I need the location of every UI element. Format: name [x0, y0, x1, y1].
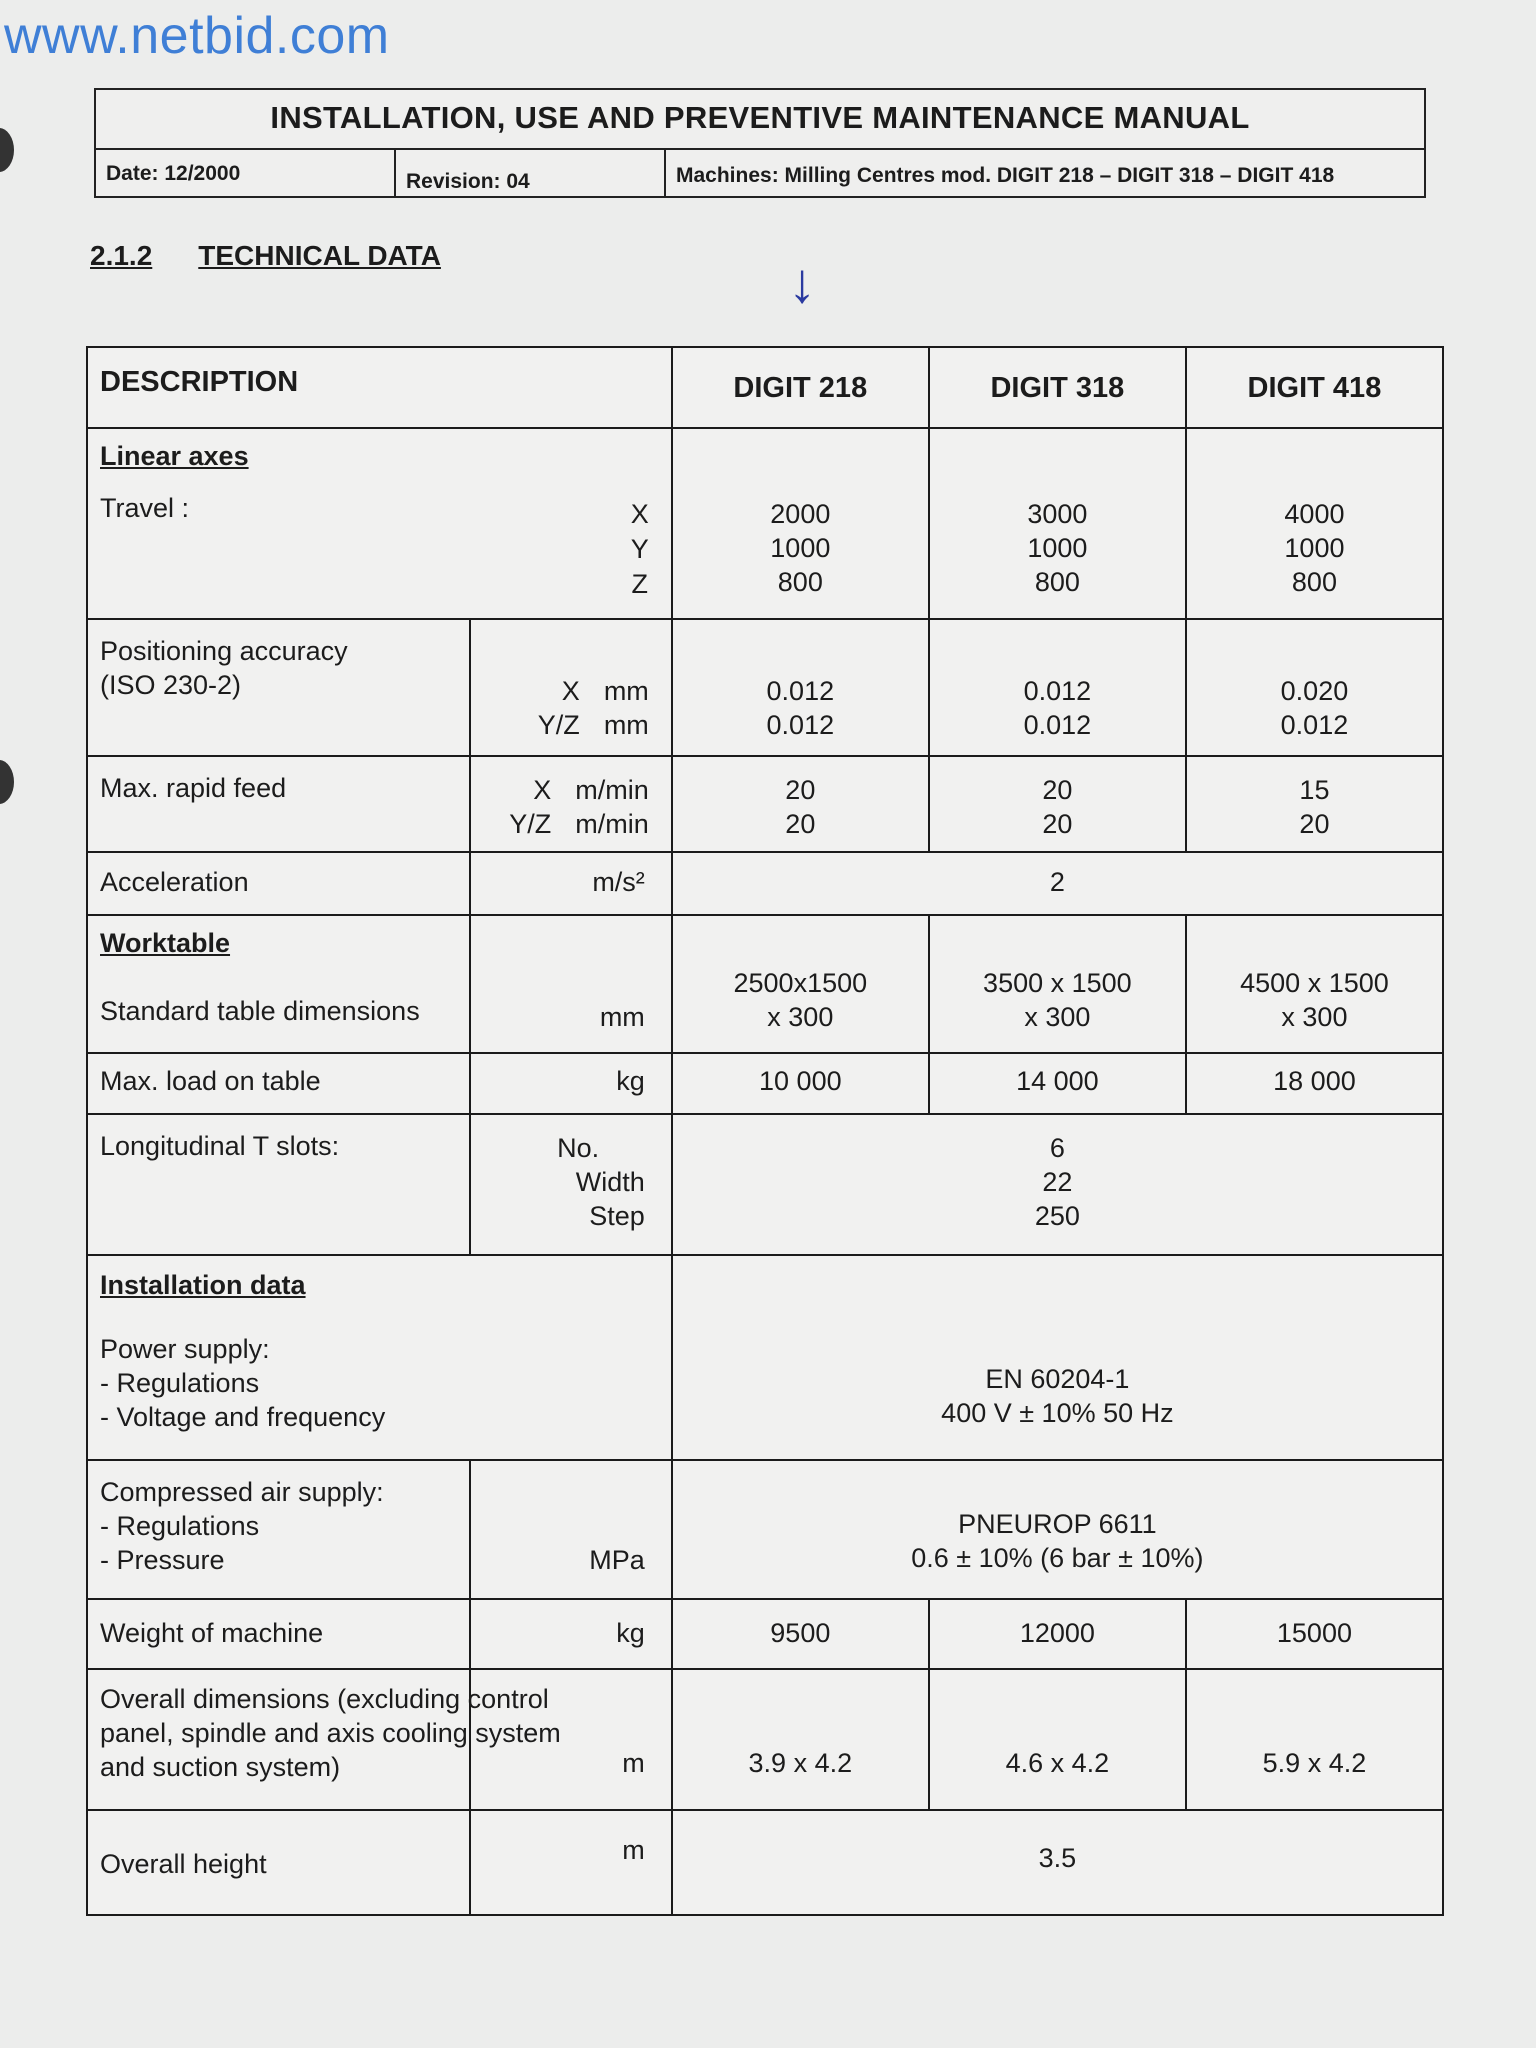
max-load-label-cell: Max. load on table	[87, 1053, 470, 1113]
overall-height-value: 3.5	[672, 1810, 1443, 1915]
positioning-units-cell: X mm Y/Z mm	[470, 619, 671, 756]
table-row-max-load	[87, 1053, 1443, 1113]
header-revision: Revision: 04	[396, 150, 666, 196]
overall-height-label-cell: Overall height	[87, 1810, 470, 1915]
weight-label-cell: Weight of machine	[87, 1599, 470, 1669]
std-table-unit-cell: mm	[470, 915, 671, 1054]
max-load-value-318: 14 000	[929, 1053, 1186, 1113]
weight-unit-cell: kg	[470, 1599, 671, 1669]
power-label-cell: Installation data Power supply: - Regulations - Voltage and frequency	[87, 1255, 672, 1460]
table-row-compressed-air	[87, 1460, 1443, 1599]
section-heading	[90, 240, 441, 272]
weight-value-418: 15000	[1186, 1599, 1443, 1669]
t-slots-units-cell: No. Width Step	[470, 1114, 671, 1255]
positioning-values-218: 0.012 0.012	[672, 619, 929, 756]
std-table-values-318: 3500 x 1500 x 300	[929, 915, 1186, 1054]
header-machines: Machines: Milling Centres mod. DIGIT 218 – DIGIT 318 – DIGIT 418	[676, 164, 1335, 187]
section-title: TECHNICAL DATA	[198, 240, 441, 271]
model-header: DIGIT 418	[1186, 347, 1443, 428]
weight-value-218: 9500	[672, 1599, 929, 1669]
overall-dims-label-cell: Overall dimensions (excluding control panel, spindle and axis cooling system and suction system)	[87, 1669, 470, 1810]
rapid-feed-label-cell: Max. rapid feed	[87, 756, 470, 853]
header-date: Date: 12/2000	[96, 150, 396, 196]
model-header: DIGIT 218	[672, 347, 929, 428]
manual-title: INSTALLATION, USE AND PREVENTIVE MAINTENANCE MANUAL	[270, 100, 1250, 135]
worktable-label-cell	[87, 915, 470, 1054]
section-number: 2.1.2	[90, 240, 153, 271]
acceleration-unit-cell: m/s²	[470, 852, 671, 914]
acceleration-label-cell: Acceleration	[87, 852, 470, 914]
model-header: DIGIT 318	[929, 347, 1186, 428]
air-unit-cell: MPa	[470, 1460, 671, 1599]
down-arrow-icon: ↓	[788, 251, 816, 314]
power-values: EN 60204-1 400 V ± 10% 50 Hz	[672, 1255, 1443, 1460]
rapid-feed-values-318: 20 20	[929, 756, 1186, 853]
table-row-table-dimensions	[87, 915, 1443, 1054]
table-row-power-supply	[87, 1255, 1443, 1460]
rapid-feed-units-cell: X m/min Y/Z m/min	[470, 756, 671, 853]
overall-dims-value-318: 4.6 x 4.2	[929, 1669, 1186, 1810]
travel-axes: X Y Z	[630, 498, 649, 599]
document-header	[94, 88, 1426, 198]
watermark-url: www.netbid.com	[4, 7, 390, 65]
max-load-unit-cell: kg	[470, 1053, 671, 1113]
table-row-rapid-feed	[87, 756, 1443, 853]
travel-values-418: 4000 1000 800	[1186, 428, 1443, 619]
max-load-value-418: 18 000	[1186, 1053, 1443, 1113]
overall-dims-value-418: 5.9 x 4.2	[1186, 1669, 1443, 1810]
binder-hole-icon	[0, 760, 14, 804]
installation-heading: Installation data	[100, 1269, 306, 1300]
table-row-weight	[87, 1599, 1443, 1669]
t-slots-label-cell: Longitudinal T slots:	[87, 1114, 470, 1255]
std-table-values-418: 4500 x 1500 x 300	[1186, 915, 1443, 1054]
overall-height-unit-cell: m	[470, 1810, 671, 1915]
description-header: DESCRIPTION	[87, 347, 672, 428]
binder-hole-icon	[0, 128, 14, 172]
t-slots-values: 6 22 250	[672, 1114, 1443, 1255]
worktable-heading: Worktable	[100, 927, 231, 958]
std-table-label: Standard table dimensions	[100, 995, 420, 1026]
table-row-overall-height	[87, 1810, 1443, 1915]
positioning-values-418: 0.020 0.012	[1186, 619, 1443, 756]
technical-data-table	[86, 346, 1444, 1916]
acceleration-value: 2	[672, 852, 1443, 914]
linear-axes-heading: Linear axes	[100, 440, 249, 471]
travel-label: Travel :	[100, 492, 190, 523]
header-info-row	[96, 148, 1424, 196]
table-row-linear-axes	[87, 428, 1443, 619]
rapid-feed-values-418: 15 20	[1186, 756, 1443, 853]
rapid-feed-values-218: 20 20	[672, 756, 929, 853]
table-row-acceleration	[87, 852, 1443, 914]
travel-values-218: 2000 1000 800	[672, 428, 929, 619]
table-row-overall-dimensions	[87, 1669, 1443, 1810]
weight-value-318: 12000	[929, 1599, 1186, 1669]
table-row-t-slots	[87, 1114, 1443, 1255]
std-table-values-218: 2500x1500 x 300	[672, 915, 929, 1054]
air-label-cell: Compressed air supply: - Regulations - Pressure	[87, 1460, 470, 1599]
max-load-value-218: 10 000	[672, 1053, 929, 1113]
table-header-row	[87, 347, 1443, 428]
overall-dims-value-218: 3.9 x 4.2	[672, 1669, 929, 1810]
linear-axes-label-cell	[87, 428, 672, 619]
overall-dims-unit-cell: m	[470, 1669, 671, 1810]
table-row-positioning	[87, 619, 1443, 756]
travel-values-318: 3000 1000 800	[929, 428, 1186, 619]
positioning-label-cell: Positioning accuracy (ISO 230-2)	[87, 619, 470, 756]
air-values: PNEUROP 6611 0.6 ± 10% (6 bar ± 10%)	[672, 1460, 1443, 1599]
positioning-values-318: 0.012 0.012	[929, 619, 1186, 756]
